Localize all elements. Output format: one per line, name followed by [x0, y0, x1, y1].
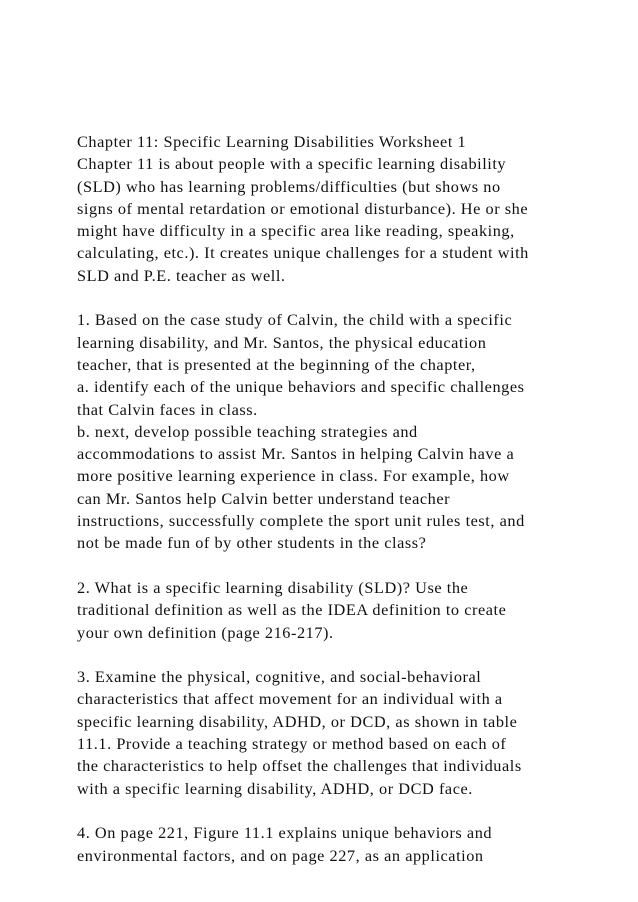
question-3-line: with a specific learning disability, ADHD, or DCD face. [77, 778, 473, 798]
question-3-line: 11.1. Provide a teaching strategy or method based on each of [77, 734, 507, 754]
question-3-line: 3. Examine the physical, cognitive, and social-behavioral [77, 667, 482, 687]
worksheet-title: Chapter 11: Specific Learning Disabilities Worksheet 1 [77, 132, 467, 151]
question-1-line: can Mr. Santos help Calvin better understand teacher [77, 488, 451, 508]
intro-paragraph [77, 153, 617, 287]
paragraph-spacer [77, 800, 617, 822]
question-3-line: specific learning disability, ADHD, or DCD, as shown in table [77, 711, 518, 731]
question-1-line: 1. Based on the case study of Calvin, the child with a specific [77, 310, 513, 330]
intro-line: signs of mental retardation or emotional disturbance). He or she [77, 198, 529, 218]
intro-line: (SLD) who has learning problems/difficulties (but shows no [77, 176, 501, 196]
question-1 [77, 309, 617, 554]
question-4-line: environmental factors, and on page 227, as an application [77, 845, 484, 865]
question-2-line: your own definition (page 216-217). [77, 622, 334, 642]
intro-line: calculating, etc.). It creates unique challenges for a student with [77, 243, 529, 263]
question-1-line: instructions, successfully complete the sport unit rules test, and [77, 511, 525, 531]
intro-line: Chapter 11 is about people with a specific learning disability [77, 154, 507, 174]
question-1-line: not be made fun of by other students in the class? [77, 533, 427, 553]
intro-line: SLD and P.E. teacher as well. [77, 265, 286, 285]
question-1-line: teacher, that is presented at the beginning of the chapter, [77, 354, 476, 374]
question-1-line: b. next, develop possible teaching strategies and [77, 421, 418, 441]
question-1-line: more positive learning experience in class. For example, how [77, 466, 510, 486]
intro-line: might have difficulty in a specific area like reading, speaking, [77, 221, 515, 241]
question-1-line: a. identify each of the unique behaviors and specific challenges [77, 377, 525, 397]
paragraph-spacer [77, 287, 617, 309]
question-1-line: learning disability, and Mr. Santos, the physical education [77, 332, 487, 352]
question-4-line: 4. On page 221, Figure 11.1 explains unique behaviors and [77, 823, 493, 843]
question-2-line: 2. What is a specific learning disability (SLD)? Use the [77, 577, 469, 597]
question-1-line: that Calvin faces in class. [77, 399, 258, 419]
paragraph-spacer [77, 644, 617, 666]
worksheet-text [77, 131, 617, 867]
question-3-line: the characteristics to help offset the challenges that individuals [77, 756, 522, 776]
paragraph-spacer [77, 555, 617, 577]
question-2 [77, 577, 617, 644]
question-3-line: characteristics that affect movement for an individual with a [77, 689, 503, 709]
question-2-line: traditional definition as well as the IDEA definition to create [77, 600, 507, 620]
question-4 [77, 822, 617, 867]
question-1-line: accommodations to assist Mr. Santos in helping Calvin have a [77, 444, 515, 464]
question-3 [77, 666, 617, 800]
